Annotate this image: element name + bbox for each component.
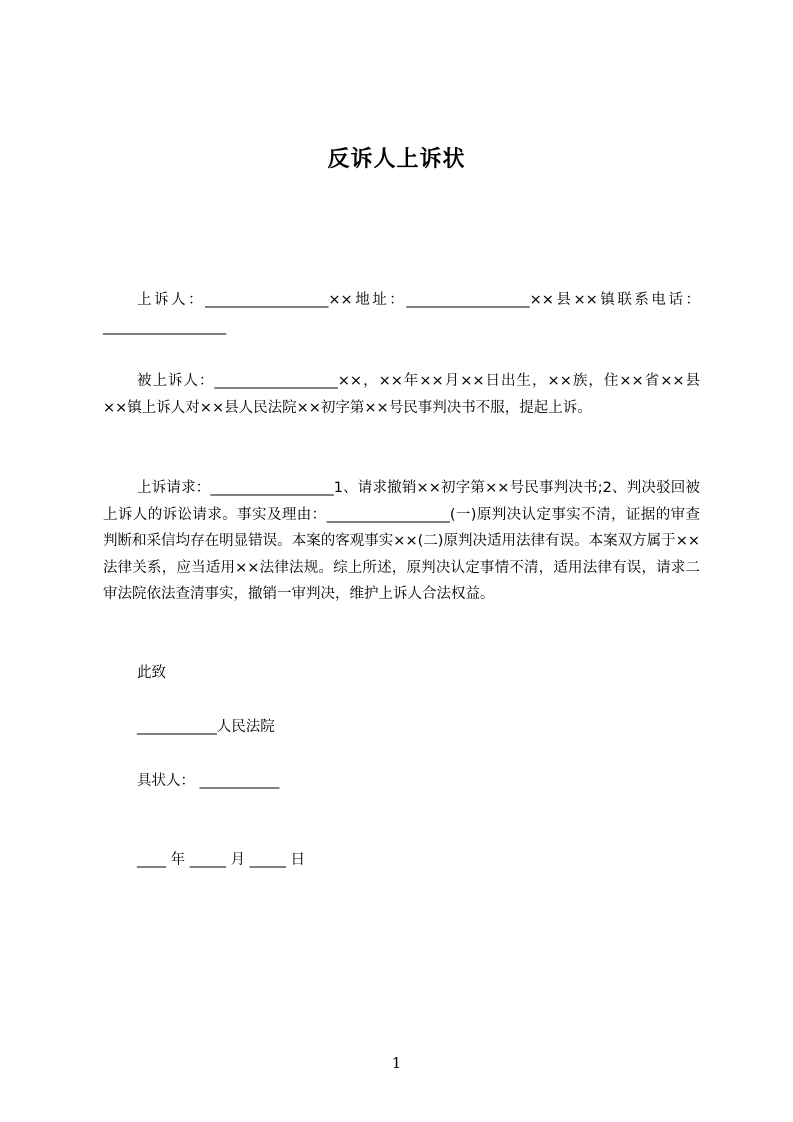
document-title: 反诉人上诉状 <box>327 147 466 172</box>
claims-paragraph: 上诉请求：_________________1、请求撤销××初字第××号民事判决书;2、判决驳回被上诉人的诉讼请求。事实及理由：_________________(一)原判决认定事实不清，证据的审查判断和采信均存在明显错误。本案的客观事实××(二)原判决适用法律有误。本案双方属于××法律关系，应当适用××法律法规。综上所述，原判决认定事情不清，适用法律有误，请求二审法院依法查清事实，撤销一审判决，维护上诉人合法权益。 <box>103 480 700 602</box>
appellant-paragraph: 上诉人：_________________××地址：_________________××县××镇联系电话：_________________ <box>103 292 700 335</box>
appellee-paragraph: 被上诉人：_________________××，××年××月××日出生，××族，住××省××县××镇上诉人对××县人民法院××初字第××号民事判决书不服，提起上诉。 <box>103 373 700 416</box>
signer-line: 具状人： ___________ <box>137 773 280 789</box>
closing-salutation: 此致 <box>137 665 166 681</box>
court-line: ___________人民法院 <box>137 719 275 735</box>
page-number: 1 <box>391 1054 402 1072</box>
date-line: ____ 年 _____ 月 _____ 日 <box>137 852 306 868</box>
